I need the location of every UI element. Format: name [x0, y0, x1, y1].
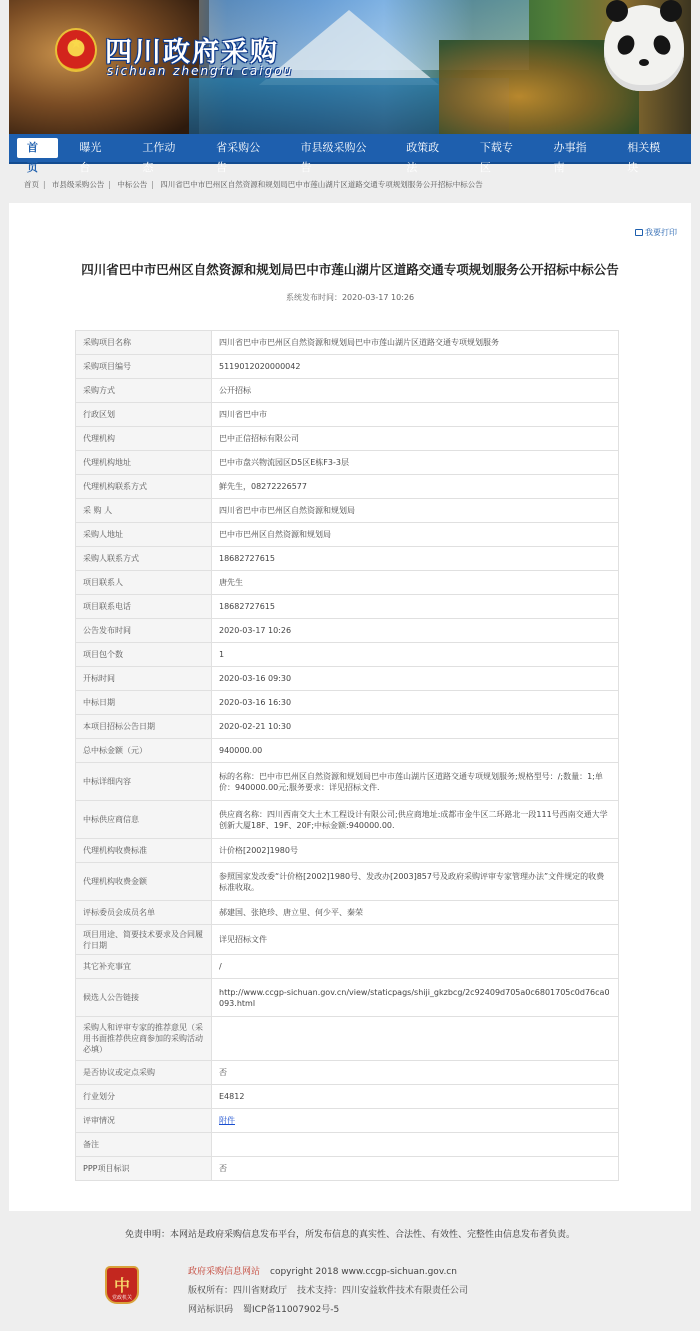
field-value: 18682727615: [212, 547, 619, 571]
table-row: [76, 1017, 619, 1061]
field-value: 否: [212, 1157, 619, 1181]
breadcrumb-award-notice[interactable]: 中标公告: [117, 180, 148, 189]
field-value: 计价格[2002]1980号: [212, 839, 619, 863]
table-row: [76, 801, 619, 839]
footer-copyright: copyright 2018 www.ccgp-sichuan.gov.cn: [270, 1267, 457, 1277]
table-row: [76, 427, 619, 451]
breadcrumb-city-county[interactable]: 市县级采购公告: [51, 180, 105, 189]
field-value: 940000.00: [212, 739, 619, 763]
field-value: 鲜先生，08272226577: [212, 475, 619, 499]
footer-support: 技术支持：四川安益软件技术有限责任公司: [297, 1286, 469, 1296]
field-label: 采购方式: [76, 379, 212, 403]
field-label: 代理机构: [76, 427, 212, 451]
field-value: [212, 1017, 619, 1061]
page-title: 四川省巴中市巴州区自然资源和规划局巴中市莲山湖片区道路交通专项规划服务公开招标中标公告: [81, 262, 619, 277]
table-row: [76, 523, 619, 547]
field-value: 2020-02-21 10:30: [212, 715, 619, 739]
footer-line-2: [188, 1283, 468, 1296]
nav-provincial-notice[interactable]: 省采购公告: [216, 141, 261, 174]
field-label: 公告发布时间: [76, 619, 212, 643]
field-label: 行政区划: [76, 403, 212, 427]
field-label: 备注: [76, 1133, 212, 1157]
field-value: 2020-03-17 10:26: [212, 619, 619, 643]
field-value: [212, 1133, 619, 1157]
field-label: 项目用途、简要技术要求及合同履行日期: [76, 925, 212, 955]
field-value: 18682727615: [212, 595, 619, 619]
field-label: 项目联系人: [76, 571, 212, 595]
table-row: [76, 475, 619, 499]
field-value: 参照国家发改委“计价格[2002]1980号、发改办[2003]857号及政府采购评审专家管理办法”文件规定的收费标准收取。: [212, 863, 619, 901]
candidate-notice-link[interactable]: http://www.ccgp-sichuan.gov.cn/view/staticpags/shiji_gkzbcg/2c92409d705a0c6801705c0d76ca0093.html: [212, 979, 619, 1017]
table-row: [76, 499, 619, 523]
table-row: [76, 1157, 619, 1181]
field-label: PPP项目标识: [76, 1157, 212, 1181]
table-row: [76, 643, 619, 667]
table-row: [76, 595, 619, 619]
field-label: 其它补充事宜: [76, 955, 212, 979]
field-label: 采购项目名称: [76, 331, 212, 355]
field-label: 是否协议或定点采购: [76, 1061, 212, 1085]
field-label: 项目包个数: [76, 643, 212, 667]
table-row: [76, 925, 619, 955]
field-label: 采 购 人: [76, 499, 212, 523]
field-label: 行业划分: [76, 1085, 212, 1109]
footer-owner: 版权所有：四川省财政厅: [188, 1286, 288, 1296]
printer-icon: [635, 229, 643, 236]
table-row: [76, 863, 619, 901]
field-value: 2020-03-16 16:30: [212, 691, 619, 715]
field-value: 巴中市巴州区自然资源和规划局: [212, 523, 619, 547]
footer-icp[interactable]: 蜀ICP备11007902号-5: [243, 1305, 340, 1315]
field-value: 1: [212, 643, 619, 667]
table-row: [76, 739, 619, 763]
field-value: 巴中正信招标有限公司: [212, 427, 619, 451]
table-row: [76, 715, 619, 739]
table-row: [76, 839, 619, 863]
field-value: [212, 1109, 619, 1133]
table-row: [76, 691, 619, 715]
footer-line-3: [188, 1302, 339, 1315]
disclaimer-text: 免责申明：本网站是政府采购信息发布平台，所发布信息的真实性、合法性、有效性、完整性由信息发布者负责。: [124, 1230, 575, 1240]
table-row: [76, 547, 619, 571]
field-label: 评标委员会成员名单: [76, 901, 212, 925]
nav-guide[interactable]: 办事指南: [553, 141, 587, 174]
field-value: 四川省巴中市巴州区自然资源和规划局: [212, 499, 619, 523]
field-label: 总中标金额（元）: [76, 739, 212, 763]
field-value: 供应商名称：四川西南交大土木工程设计有限公司;供应商地址:成都市金牛区二环路北一段111号西南交通大学创新大厦18F、19F、20F;中标金额:940000.00.: [212, 801, 619, 839]
field-label: 中标日期: [76, 691, 212, 715]
attachment-link[interactable]: 附件: [219, 1116, 235, 1125]
field-label: 采购人和评审专家的推荐意见（采用书面推荐供应商参加的采购活动必填）: [76, 1017, 212, 1061]
field-label: 候选人公告链接: [76, 979, 212, 1017]
table-row: [76, 451, 619, 475]
field-label: 项目联系电话: [76, 595, 212, 619]
field-value: 5119012020000042: [212, 355, 619, 379]
field-label: 代理机构联系方式: [76, 475, 212, 499]
table-row: [76, 979, 619, 1017]
main-nav: [9, 134, 691, 174]
field-label: 代理机构地址: [76, 451, 212, 475]
nav-exposure[interactable]: 曝光台: [79, 141, 102, 174]
table-row: [76, 403, 619, 427]
table-row: [76, 763, 619, 801]
party-government-logo[interactable]: 中 党政机关: [105, 1266, 139, 1304]
field-value: 详见招标文件: [212, 925, 619, 955]
field-value: 郝建国、张艳珍、唐立里、何少平、秦荣: [212, 901, 619, 925]
footer-site-id-label: 网站标识码: [188, 1305, 234, 1315]
field-value: E4812: [212, 1085, 619, 1109]
breadcrumb-home[interactable]: 首页: [24, 180, 39, 189]
nav-related[interactable]: 相关模块: [627, 141, 661, 174]
table-row: [76, 1109, 619, 1133]
field-label: 采购人地址: [76, 523, 212, 547]
table-row: [76, 355, 619, 379]
field-value: 四川省巴中市: [212, 403, 619, 427]
footer-site-name: 政府采购信息网站: [188, 1267, 261, 1277]
breadcrumb-current: 四川省巴中市巴州区自然资源和规划局巴中市莲山湖片区道路交通专项规划服务公开招标中标公告: [160, 180, 483, 189]
field-label: 中标供应商信息: [76, 801, 212, 839]
field-label: 代理机构收费金额: [76, 863, 212, 901]
site-subtitle: sichuan zhengfu caigou: [107, 64, 294, 78]
table-row: [76, 331, 619, 355]
site-title[interactable]: 四川政府采购: [105, 37, 279, 68]
award-info-table: [75, 330, 619, 1181]
banner-panda-image: [604, 5, 684, 91]
table-row: [76, 667, 619, 691]
table-row: [76, 1133, 619, 1157]
field-value: 唐先生: [212, 571, 619, 595]
nav-work-news[interactable]: 工作动态: [142, 141, 176, 174]
print-button[interactable]: 我要打印: [635, 227, 677, 238]
table-row: [76, 379, 619, 403]
table-row: [76, 1085, 619, 1109]
header-banner: [9, 0, 691, 134]
table-row: [76, 901, 619, 925]
field-label: 开标时间: [76, 667, 212, 691]
content-panel: [9, 203, 691, 1211]
footer-line-1: [188, 1264, 457, 1277]
field-label: 本项目招标公告日期: [76, 715, 212, 739]
field-value: 2020-03-16 09:30: [212, 667, 619, 691]
publish-time: 系统发布时间：2020-03-17 10:26: [285, 293, 415, 302]
table-row: [76, 619, 619, 643]
field-value: 否: [212, 1061, 619, 1085]
field-label: 代理机构收费标准: [76, 839, 212, 863]
field-label: 中标详细内容: [76, 763, 212, 801]
field-label: 采购项目编号: [76, 355, 212, 379]
nav-home[interactable]: 首页: [17, 138, 58, 158]
field-value: 公开招标: [212, 379, 619, 403]
field-value: 标的名称：巴中市巴州区自然资源和规划局巴中市莲山湖片区道路交通专项规划服务;规格型号：/;数量：1;单价：940000.00元;服务要求：详见招标文件.: [212, 763, 619, 801]
nav-policy[interactable]: 政策政法: [406, 141, 440, 174]
table-row: [76, 955, 619, 979]
field-label: 采购人联系方式: [76, 547, 212, 571]
table-row: [76, 571, 619, 595]
field-label: 评审情况: [76, 1109, 212, 1133]
national-emblem-icon: ★: [55, 28, 97, 72]
field-value: 巴中市盘兴物流园区D5区E栋F3-3层: [212, 451, 619, 475]
nav-city-county-notice[interactable]: 市县级采购公告: [300, 141, 367, 174]
breadcrumb: 首页 | 市县级采购公告 | 中标公告 | 四川省巴中市巴州区自然资源和规划局巴中市莲山湖片区道路交通专项规划服务公开招标中标公告: [24, 180, 483, 189]
field-value: /: [212, 955, 619, 979]
field-value: 四川省巴中市巴州区自然资源和规划局巴中市莲山湖片区道路交通专项规划服务: [212, 331, 619, 355]
table-row: [76, 1061, 619, 1085]
nav-downloads[interactable]: 下载专区: [479, 141, 513, 174]
